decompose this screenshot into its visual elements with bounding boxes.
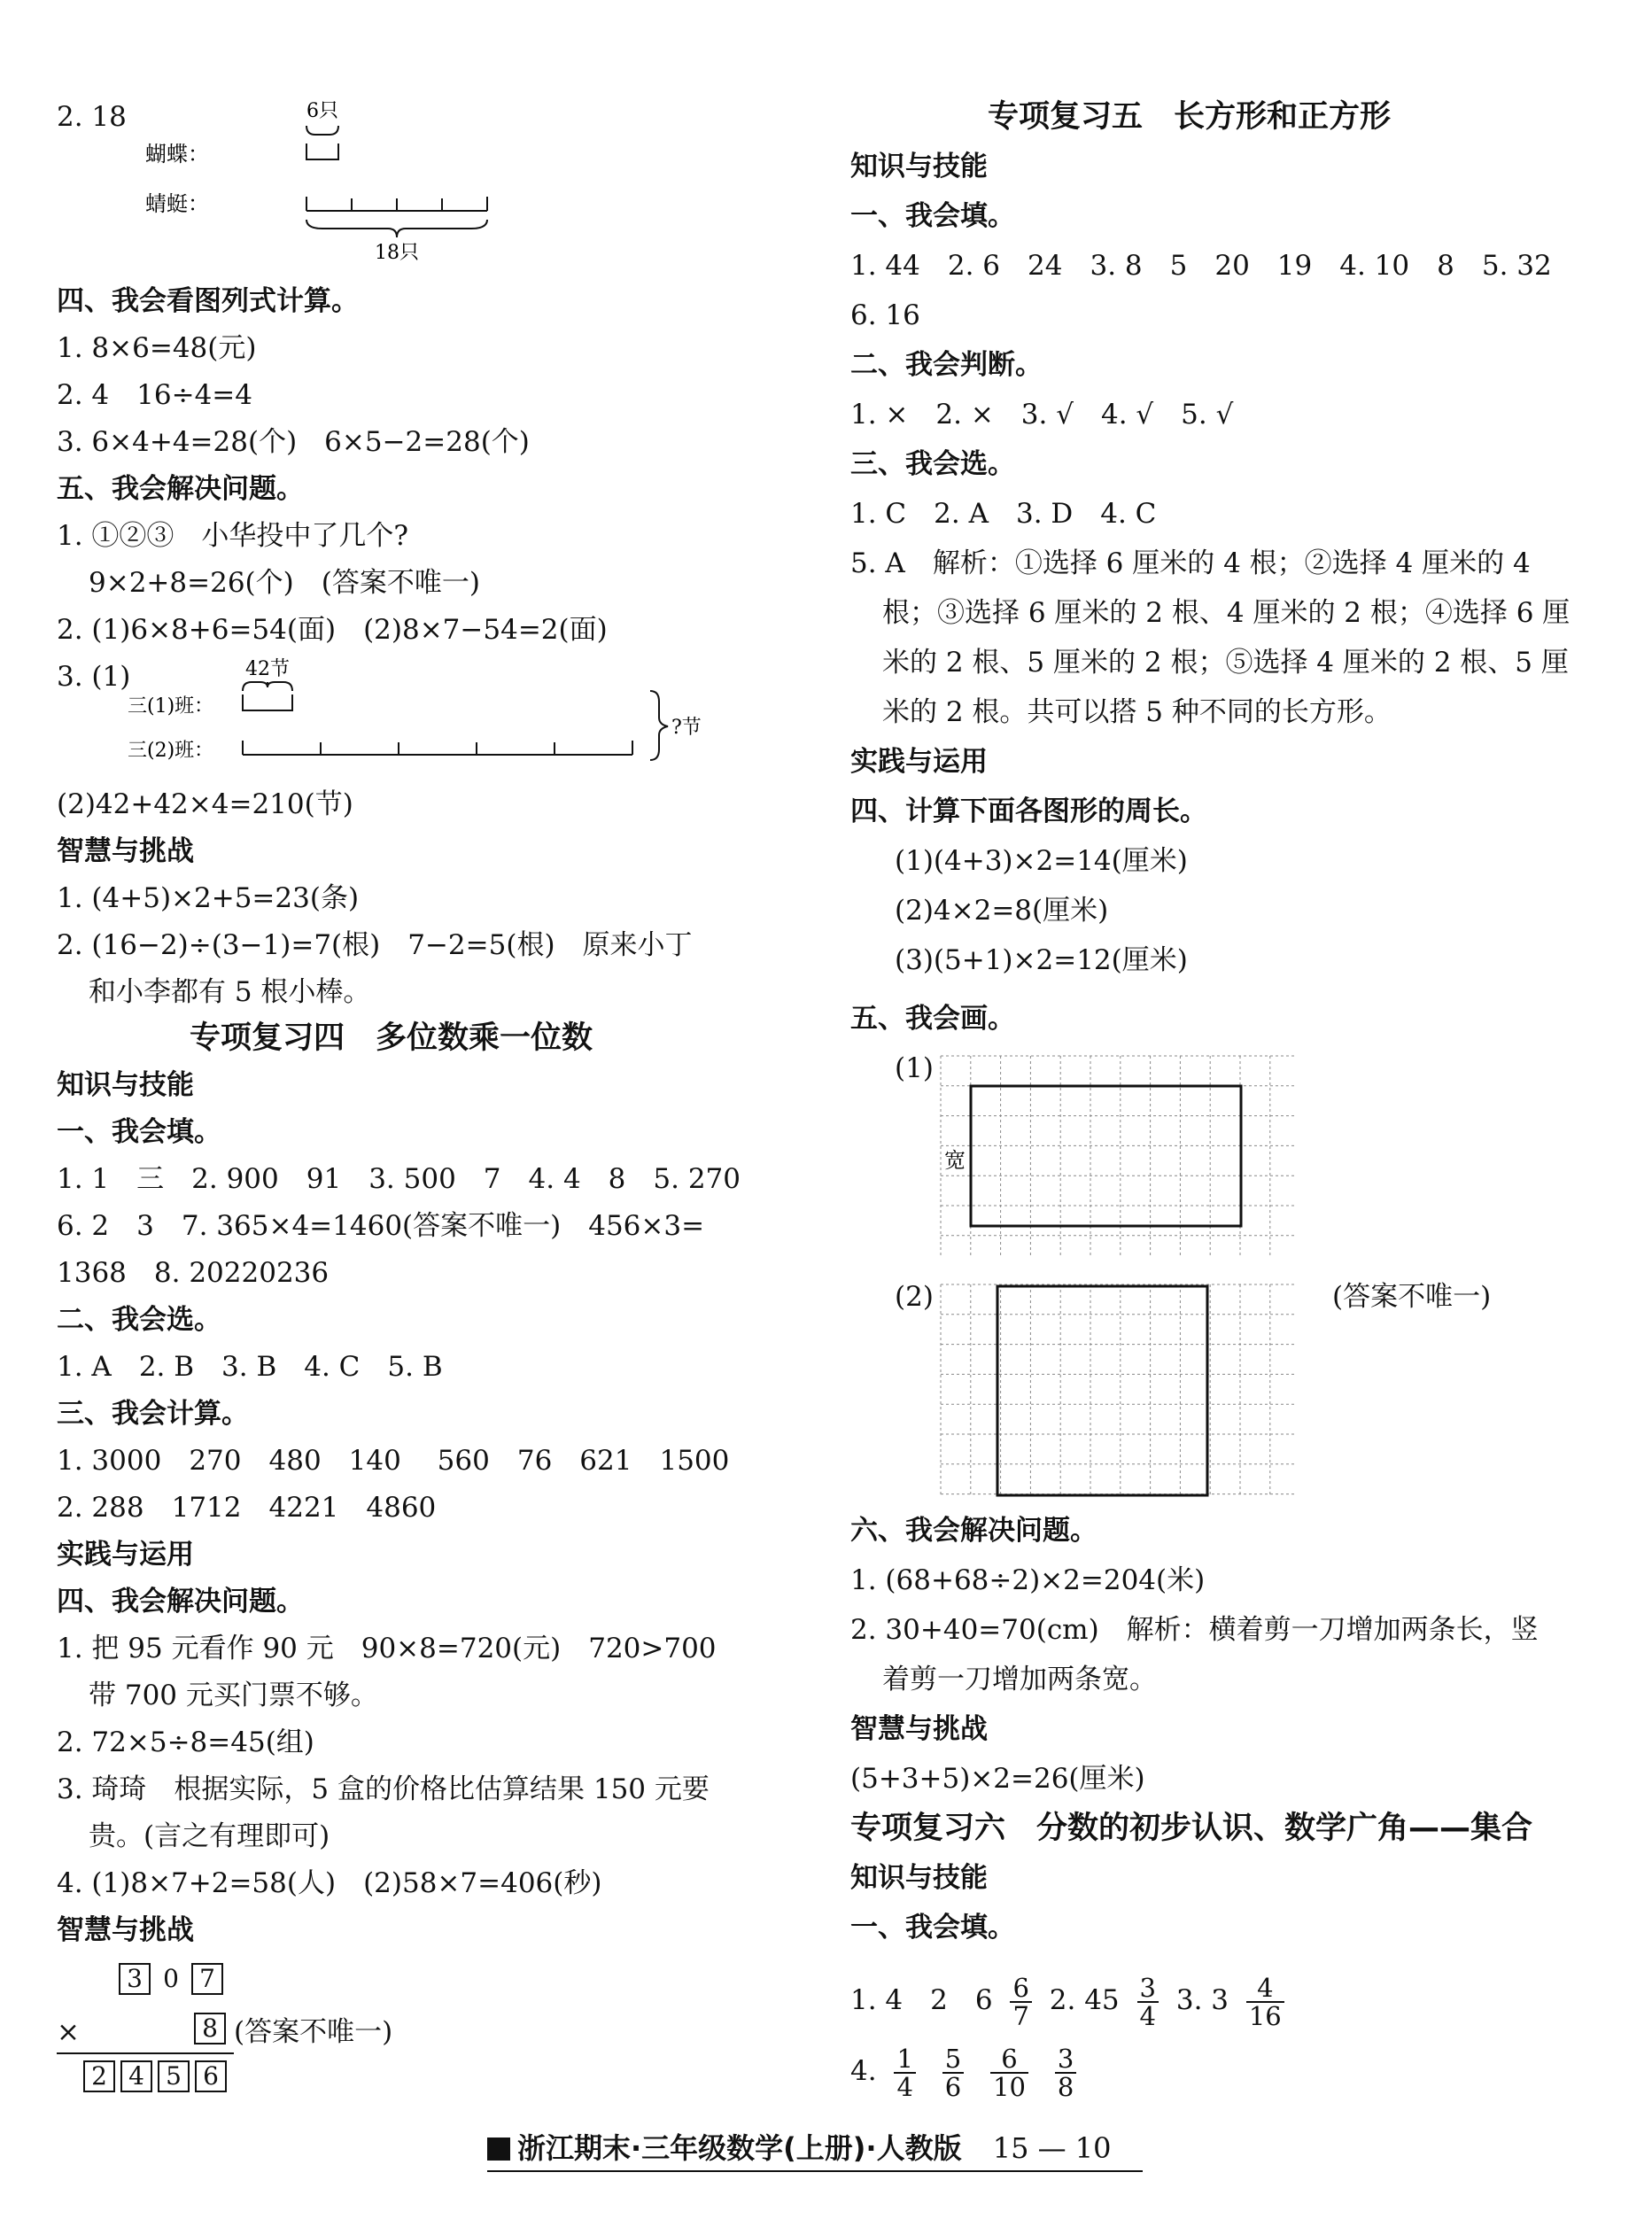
answer-text: 4. [850,2055,877,2087]
answer-line: 2. (1)6×8+6=54(面) (2)8×7−54=2(面) [57,614,608,646]
answer-note: (答案不唯一) [234,2016,393,2048]
class2-label: 三(2)班： [128,740,214,762]
fraction-answer-line [850,2037,1085,2105]
digit-box: 4 [120,2060,152,2092]
answer-line: 1368 8. 20220236 [57,1257,330,1289]
answer-line: 1. 把 95 元看作 90 元 90×8=720(元) 720>700 [57,1633,717,1664]
section-heading: 二、我会选。 [57,1304,221,1336]
page-footer [487,2126,1143,2172]
answer-line: 1. 8×6=48(元) [57,332,257,364]
subsection-heading: 智慧与挑战 [57,1914,194,1946]
fraction: $\frac{3}{4}$ [1137,1975,1159,2029]
digit-box: 2 [83,2060,115,2092]
answer-line: (2)42+42×4=210(节) [57,788,353,820]
answer-line: 1. 1 三 2. 900 91 3. 500 7 4. 4 8 5. 270 [57,1163,741,1195]
fraction: $\frac{6}{7}$ [1010,1975,1031,2029]
butterfly-dragonfly-diagram [145,97,500,266]
chapter-title: 专项复习四 多位数乘一位数 [190,1020,593,1056]
section-heading: 三、我会选。 [850,448,1015,480]
answer-line: 1. C 2. A 3. D 4. C [850,498,1157,530]
section-heading: 五、我会解决问题。 [57,473,304,505]
drawing-grid [939,1054,1299,1260]
answer-line: (2)4×2=8(厘米) [895,895,1109,927]
section-heading: 一、我会填。 [57,1116,221,1148]
answer-note: (答案不唯一) [1332,1281,1492,1313]
diagram-bottom-label: 18只 [375,242,419,264]
answer-line: 6. 16 [850,299,920,331]
section-heading: 六、我会解决问题。 [850,1515,1097,1547]
answer-line: 2. 18 [57,101,127,133]
footer-square-icon [487,2138,510,2161]
answer-line: 2. (16−2)÷(3−1)=7(根) 7−2=5(根) 原来小丁 [57,929,693,961]
subsection-heading: 实践与运用 [57,1539,194,1571]
answer-line: (1)(4+3)×2=14(厘米) [895,845,1188,877]
section-heading: 一、我会填。 [850,200,1015,232]
subsection-heading: 知识与技能 [57,1069,194,1101]
answer-line: 1. (4+5)×2+5=23(条) [57,882,360,914]
answer-line: 1. A 2. B 3. B 4. C 5. B [57,1351,443,1383]
drawing-grid [939,1283,1299,1499]
class1-label: 三(1)班： [128,695,214,718]
dragonfly-label: 蜻蜓： [145,191,209,216]
grid-label: (2) [895,1281,934,1313]
width-label: 宽 [944,1148,966,1173]
multiplier-row [194,2013,231,2044]
fraction: $\frac{4}{16}$ [1246,1975,1284,2029]
answer-line: 4. (1)8×7+2=58(人) (2)58×7=406(秒) [57,1867,602,1899]
answer-line: 9×2+8=26(个) (答案不唯一) [89,567,480,599]
section-heading: 四、我会看图列式计算。 [57,285,359,317]
answer-text: 3. 3 [1175,1984,1229,2016]
multiplication-puzzle [119,1963,229,1995]
result-line [57,2052,234,2054]
answer-line: 6. 2 3 7. 365×4=1460(答案不唯一) 456×3= [57,1210,705,1242]
answer-line: 5. A 解析：①选择 6 厘米的 4 根；②选择 4 厘米的 4 [850,547,1531,579]
result-row [83,2060,232,2092]
answer-line: 3. 6×4+4=28(个) 6×5−2=28(个) [57,426,530,458]
diagram-top-label: 42节 [245,658,290,680]
answer-line: 3. 琦琦 根据实际，5 盒的价格比估算结果 150 元要 [57,1773,710,1805]
section-heading: 一、我会填。 [850,1912,1015,1944]
footer-title: 浙江期末·三年级数学(上册)·人教版 [517,2131,962,2165]
answer-line: (5+3+5)×2=26(厘米) [850,1763,1145,1795]
class-section-diagram [128,656,712,771]
answer-line: 带 700 元买门票不够。 [89,1680,378,1711]
subsection-heading: 智慧与挑战 [57,835,194,867]
answer-line: 1. (68+68÷2)×2=204(米) [850,1564,1206,1596]
grid-label: (1) [895,1052,934,1084]
digit: 0 [163,1964,179,1993]
subsection-heading: 知识与技能 [850,1862,988,1894]
section-heading: 三、我会计算。 [57,1398,249,1430]
chapter-title: 专项复习五 长方形和正方形 [988,99,1392,135]
answer-line: 1. 3000 270 480 140 560 76 621 1500 [57,1445,730,1477]
answer-line: 贵。(言之有理即可) [89,1820,330,1852]
section-heading: 四、我会解决问题。 [57,1586,304,1618]
answer-line: 2. 72×5÷8=45(组) [57,1726,314,1758]
answer-line: 2. 288 1712 4221 4860 [57,1492,437,1524]
digit-box: 5 [158,2060,190,2092]
fraction: $\frac{3}{8}$ [1055,2045,1076,2100]
answer-line: 根；③选择 6 厘米的 2 根、4 厘米的 2 根；④选择 6 厘 [882,597,1571,629]
diagram-top-label: 6只 [306,100,338,122]
fraction: $\frac{5}{6}$ [942,2045,964,2100]
digit-box: 3 [119,1963,151,1995]
section-heading: 五、我会画。 [850,1003,1015,1035]
answer-line: 着剪一刀增加两条宽。 [882,1664,1157,1695]
subsection-heading: 知识与技能 [850,151,988,182]
butterfly-label: 蝴蝶： [145,142,209,167]
chapter-title: 专项复习六 分数的初步认识、数学广角——集合 [850,1811,1533,1846]
subsection-heading: 实践与运用 [850,746,988,778]
answer-text: 2. 45 [1049,1984,1120,2016]
fraction-answer-line [850,1967,1293,2034]
answer-line: 1. 44 2. 6 24 3. 8 5 20 19 4. 10 8 5. 32 [850,250,1552,282]
answer-line: 1. × 2. × 3. √ 4. √ 5. √ [850,399,1234,431]
digit-box: 7 [191,1963,223,1995]
question-label: ?节 [671,717,702,739]
subsection-heading: 智慧与挑战 [850,1713,988,1745]
answer-line: 米的 2 根、5 厘米的 2 根；⑤选择 4 厘米的 2 根、5 厘 [882,647,1569,679]
fraction: $\frac{6}{10}$ [990,2045,1028,2100]
times-sign: × [57,2016,80,2048]
section-heading: 四、计算下面各图形的周长。 [850,795,1207,827]
answer-line: 3. (1) [57,661,131,693]
answer-line: 2. 30+40=70(cm) 解析：横着剪一刀增加两条长，竖 [850,1614,1539,1646]
rectangle-drawing [971,1086,1241,1226]
fraction: $\frac{1}{4}$ [894,2045,915,2100]
answer-line: 1. ①②③ 小华投中了几个? [57,520,409,552]
answer-line: (3)(5+1)×2=12(厘米) [895,944,1188,976]
digit-box: 8 [194,2013,226,2044]
answer-line: 2. 4 16÷4=4 [57,379,252,411]
digit-box: 6 [195,2060,227,2092]
answer-line: 和小李都有 5 根小棒。 [89,976,371,1008]
section-heading: 二、我会判断。 [850,349,1043,381]
answer-text: 1. 4 2 6 [850,1984,993,2016]
page-number: 15 — 10 [992,2131,1112,2165]
answer-line: 米的 2 根。共可以搭 5 种不同的长方形。 [882,696,1392,728]
